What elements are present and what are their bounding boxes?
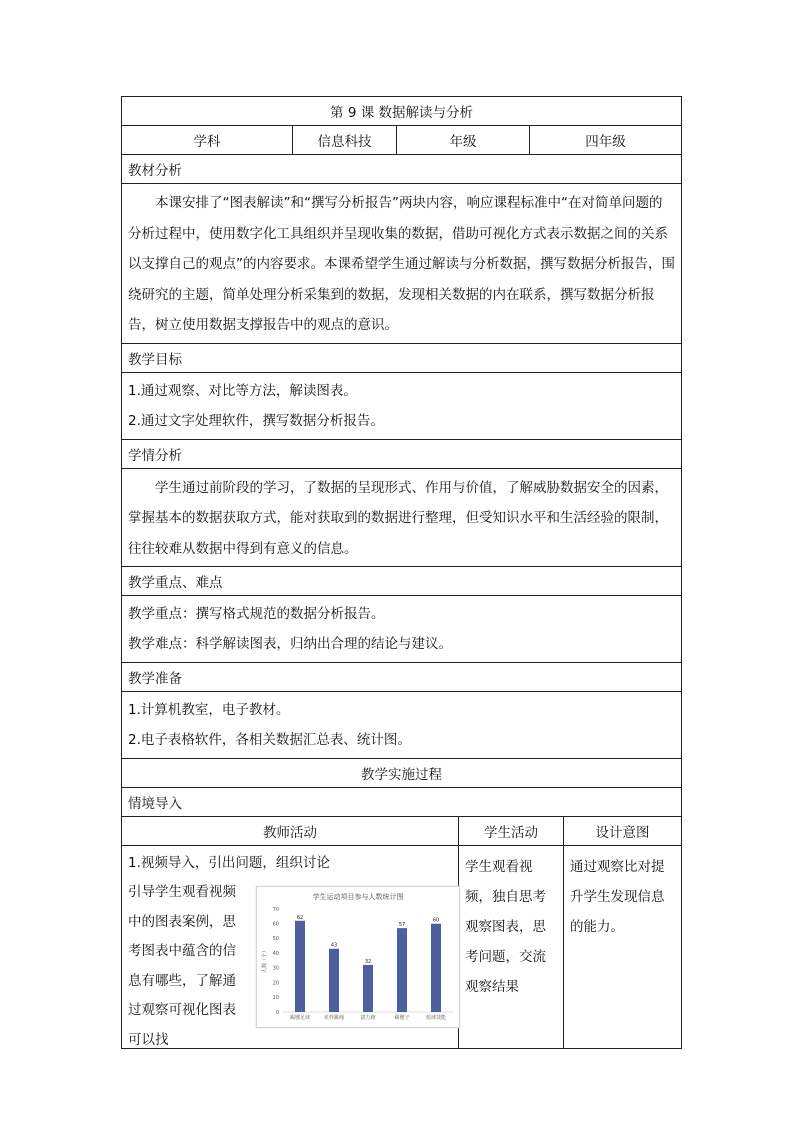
y-tick-label: 70 [272, 906, 279, 913]
process-heading: 教学实施过程 [122, 759, 682, 788]
grade-label: 年级 [397, 126, 530, 155]
grade-value: 四年级 [530, 126, 682, 155]
goal-item: 1.通过观察、对比等方法，解读图表。 [128, 382, 357, 399]
students-heading: 学情分析 [122, 439, 682, 468]
bar [295, 921, 305, 1012]
y-tick-label: 20 [272, 980, 279, 987]
prep-heading: 教学准备 [122, 663, 682, 692]
bar [329, 949, 339, 1012]
subject-value: 信息科技 [293, 126, 397, 155]
x-tick-label: 踢毽足球 [289, 1015, 311, 1021]
bar [363, 965, 373, 1012]
teacher-activity-text: 引导学生观看视频中的图表案例，思考图表中蕴含的信息有哪些，了解通过观察可视化图表可以找 [128, 884, 236, 1048]
bar-value-label: 60 [432, 917, 440, 924]
x-tick-label: 踢毽子 [394, 1015, 410, 1021]
subject-label: 学科 [122, 126, 293, 155]
teacher-activity-header: 教师活动 [122, 817, 459, 846]
x-tick-label: 花样跳绳 [323, 1015, 345, 1021]
lesson-title: 第 9 课 数据解读与分析 [122, 97, 682, 126]
y-tick-label: 0 [275, 1009, 279, 1016]
design-intent-header: 设计意图 [564, 817, 682, 846]
y-tick-label: 30 [272, 965, 279, 972]
bar-value-label: 43 [330, 942, 338, 949]
bar-value-label: 57 [398, 922, 406, 929]
y-tick-label: 10 [272, 995, 279, 1002]
difficult-point: 教学难点：科学解读图表，归纳出合理的结论与建议。 [128, 636, 452, 652]
scene-heading: 情境导入 [122, 788, 682, 817]
goals-heading: 教学目标 [122, 343, 682, 372]
students-text: 学生通过前阶段的学习，了数据的呈现形式、作用与价值，了解威胁数据安全的因素，掌握基本的数据获取方式，能对获取到的数据进行整理，但受知识水平和生活经验的限制，往往较难从数据中得到有意义的信息。 [122, 468, 682, 567]
student-activity-header: 学生活动 [459, 817, 564, 846]
material-heading: 教材分析 [122, 155, 682, 184]
prep-item: 1.计算机教室，电子教材。 [128, 702, 290, 718]
bar [397, 928, 407, 1012]
design-intent-text: 通过观察比对提升学生发现信息的能力。 [564, 846, 682, 1049]
prep-item: 2.电子表格软件，各相关数据汇总表、统计图。 [128, 732, 411, 748]
x-tick-label: 篮球技能 [425, 1015, 447, 1021]
chart-title: 学生运动项目参与人数统计图 [312, 893, 404, 901]
goal-item: 2.通过文字处理软件，撰写数据分析报告。 [128, 412, 384, 429]
bar-value-label: 62 [296, 914, 304, 921]
x-tick-label: 拔力跑 [360, 1015, 376, 1021]
sports-chart [256, 886, 460, 1028]
lesson-plan-table [121, 96, 682, 1049]
bar [431, 924, 441, 1012]
keypoints-heading: 教学重点、难点 [122, 567, 682, 596]
y-tick-label: 40 [272, 950, 279, 957]
y-tick-label: 50 [272, 936, 279, 943]
material-text: 本课安排了“图表解读”和“撰写分析报告”两块内容，响应课程标准中“在对简单问题的分析过程中，使用数字化工具组织并呈现收集的数据，借助可视化方式表示数据之间的关系以支撑自己的观点”的内容要求。本课希望学生通过解读与分析数据，撰写数据分析报告，围绕研究的主题，简单处理分析采集到的数据，发现相关数据的内在联系，撰写数据分析报告，树立使用数据支撑报告中的观点的意识。 [122, 184, 682, 344]
key-point: 教学重点：撰写格式规范的数据分析报告。 [128, 606, 385, 622]
student-activity-text: 学生观看视频，独自思考观察图表，思考问题，交流观察结果 [459, 846, 564, 1049]
y-axis-label: 人数（个） [262, 947, 268, 974]
bar-value-label: 32 [364, 958, 372, 965]
teacher-activity-lead: 1.视频导入，引出问题，组织讨论 [128, 855, 330, 871]
lesson-plan-page [121, 96, 681, 1049]
bar-chart-svg [257, 887, 459, 1027]
y-tick-label: 60 [272, 921, 279, 928]
